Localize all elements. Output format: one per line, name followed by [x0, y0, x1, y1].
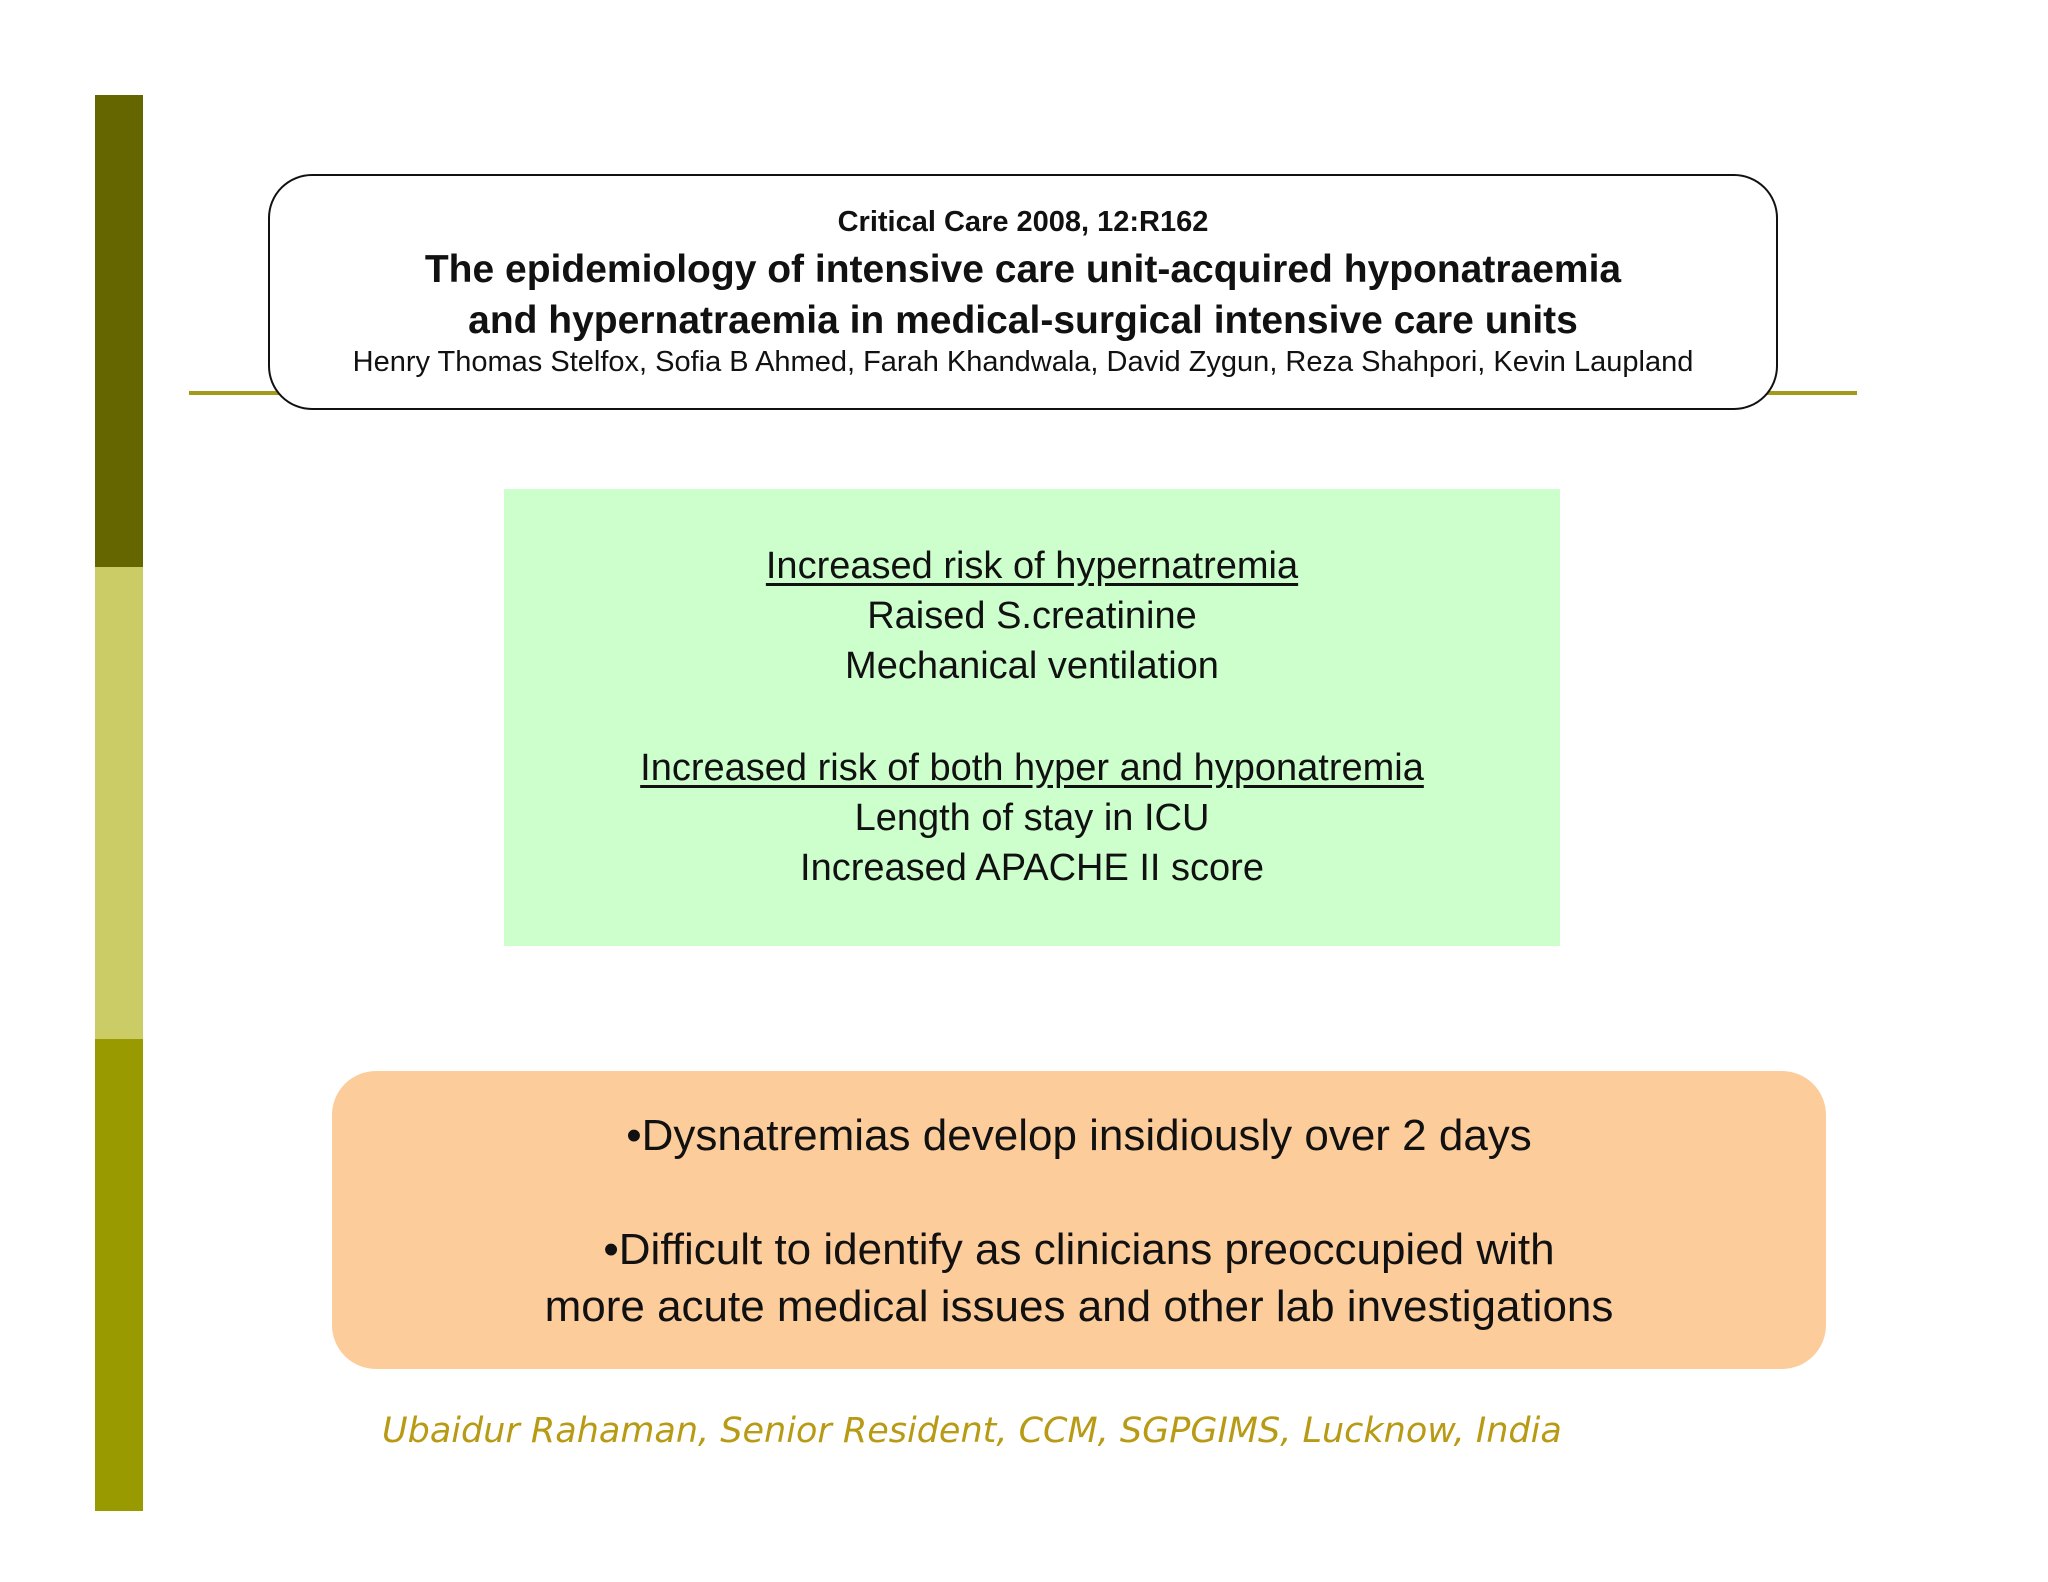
- risk-factor-item: Increased APACHE II score: [800, 847, 1264, 889]
- decorative-strip-top: [95, 95, 143, 567]
- risk-factor-item: Length of stay in ICU: [854, 797, 1210, 839]
- article-authors: Henry Thomas Stelfox, Sofia B Ahmed, Farah Khandwala, David Zygun, Reza Shahpori, Kevin Laupland: [352, 346, 1694, 378]
- risk-group-hypernatremia: [504, 541, 1560, 691]
- author-credit: Ubaidur Rahaman, Senior Resident, CCM, SGPGIMS, Lucknow, India: [382, 1411, 1562, 1451]
- key-point: [332, 1107, 1826, 1164]
- risk-factors-box: [504, 489, 1560, 946]
- decorative-strip-middle: [95, 567, 143, 1039]
- risk-group-both: [504, 743, 1560, 893]
- key-points-box: [332, 1071, 1826, 1369]
- journal-reference: Critical Care 2008, 12:R162: [837, 206, 1209, 238]
- article-title: [270, 244, 1776, 346]
- risk-group-heading: Increased risk of hypernatremia: [765, 545, 1299, 587]
- article-title-line: and hypernatraemia in medical-surgical intensive care units: [468, 299, 1578, 342]
- key-point-line: more acute medical issues and other lab investigations: [544, 1282, 1614, 1331]
- decorative-strip-bottom: [95, 1039, 143, 1511]
- risk-factor-item: Raised S.creatinine: [867, 595, 1197, 637]
- key-point-line: •Difficult to identify as clinicians preoccupied with: [603, 1225, 1555, 1274]
- citation-box: [268, 174, 1778, 410]
- article-title-line: The epidemiology of intensive care unit-acquired hyponatraemia: [424, 248, 1622, 291]
- key-point-line: •Dysnatremias develop insidiously over 2 days: [626, 1111, 1532, 1160]
- key-point: [332, 1221, 1826, 1335]
- risk-group-heading: Increased risk of both hyper and hyponatremia: [640, 747, 1424, 789]
- risk-factor-item: Mechanical ventilation: [845, 645, 1219, 687]
